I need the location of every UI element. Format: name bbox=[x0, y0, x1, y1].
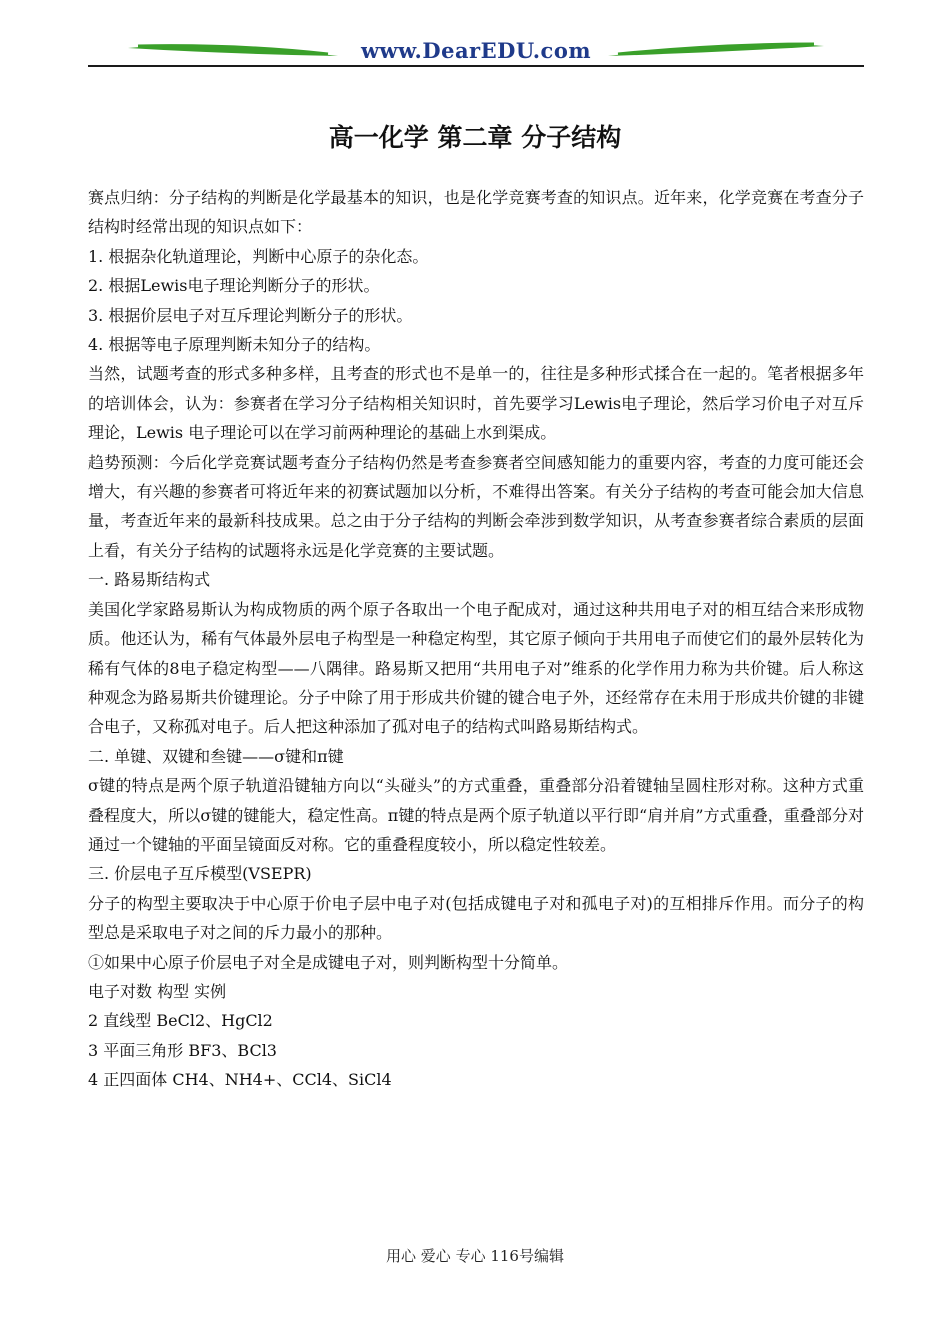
table-row: 4 正四面体 CH4、NH4+、CCl4、SiCl4 bbox=[88, 1070, 392, 1090]
site-logo: www.DearEDU.com bbox=[360, 38, 592, 63]
section-heading: 一. 路易斯结构式 bbox=[88, 570, 211, 590]
table-header-line: 电子对数 构型 实例 bbox=[88, 981, 227, 1001]
paragraph: 4. 根据等电子原理判断未知分子的结构。 bbox=[88, 335, 381, 355]
paragraph: 2. 根据Lewis电子理论判断分子的形状。 bbox=[88, 276, 380, 296]
page-footer: 用心 爱心 专心 116号编辑 bbox=[386, 1247, 564, 1265]
document-body bbox=[88, 183, 864, 1095]
paragraph: 分子的构型主要取决于中心原于价电子层中电子对(包括成键电子对和孤电子对)的互相排斥作用。而分子的构型总是采取电子对之间的斥力最小的那种。 bbox=[88, 893, 864, 943]
paragraph: ①如果中心原子价层电子对全是成键电子对，则判断构型十分简单。 bbox=[88, 952, 569, 972]
paragraph: 1. 根据杂化轨道理论，判断中心原子的杂化态。 bbox=[88, 246, 429, 266]
paragraph: 美国化学家路易斯认为构成物质的两个原子各取出一个电子配成对，通过这种共用电子对的相互结合来形成物质。他还认为，稀有气体最外层电子构型是一种稳定构型，其它原子倾向于共用电子而使它们的最外层转化为稀有气体的8电子稳定构型——八隅律。路易斯又把用“共用电子对”维系的化学作用力称为共价键。后人称这种观念为路易斯共价键理论。分子中除了用于形成共价键的键合电子外，还经常存在未用于形成共价键的非键合电子，又称孤对电子。后人把这种添加了孤对电子的结构式叫路易斯结构式。 bbox=[88, 599, 864, 737]
header-divider bbox=[88, 65, 864, 67]
table-row: 3 平面三角形 BF3、BCl3 bbox=[88, 1040, 277, 1060]
section-heading: 二. 单键、双键和叁键——σ键和π键 bbox=[88, 746, 344, 766]
paragraph: 当然，试题考查的形式多种多样，且考查的形式也不是单一的，往往是多种形式揉合在一起的。笔者根据多年的培训体会，认为：参赛者在学习分子结构相关知识时，首先要学习Lewis电子理论，然后学习价电子对互斥理论，Lewis 电子理论可以在学习前两种理论的基础上水到渠成。 bbox=[88, 364, 864, 443]
paragraph: 趋势预测：今后化学竞赛试题考查分子结构仍然是考查参赛者空间感知能力的重要内容，考查的力度可能还会增大，有兴趣的参赛者可将近年来的初赛试题加以分析，不难得出答案。有关分子结构的考查可能会加大信息量，考查近年来的最新科技成果。总之由于分子结构的判断会牵涉到数学知识，从考查参赛者综合素质的层面上看，有关分子结构的试题将永远是化学竞赛的主要试题。 bbox=[88, 452, 864, 560]
paragraph: σ键的特点是两个原子轨道沿键轴方向以“头碰头”的方式重叠，重叠部分沿着键轴呈圆柱形对称。这种方式重叠程度大，所以σ键的键能大，稳定性高。π键的特点是两个原子轨道以平行即“肩并肩”方式重叠，重叠部分对通过一个键轴的平面呈镜面反对称。它的重叠程度较小，所以稳定性较差。 bbox=[88, 776, 864, 854]
paragraph: 赛点归纳：分子结构的判断是化学最基本的知识，也是化学竞赛考查的知识点。近年来，化学竞赛在考查分子结构时经常出现的知识点如下： bbox=[88, 188, 864, 237]
table-row: 2 直线型 BeCl2、HgCl2 bbox=[88, 1011, 273, 1031]
page-title: 高一化学 第二章 分子结构 bbox=[328, 123, 622, 152]
section-heading: 三. 价层电子互斥模型(VSEPR) bbox=[88, 864, 312, 884]
paragraph: 3. 根据价层电子对互斥理论判断分子的形状。 bbox=[88, 305, 413, 325]
